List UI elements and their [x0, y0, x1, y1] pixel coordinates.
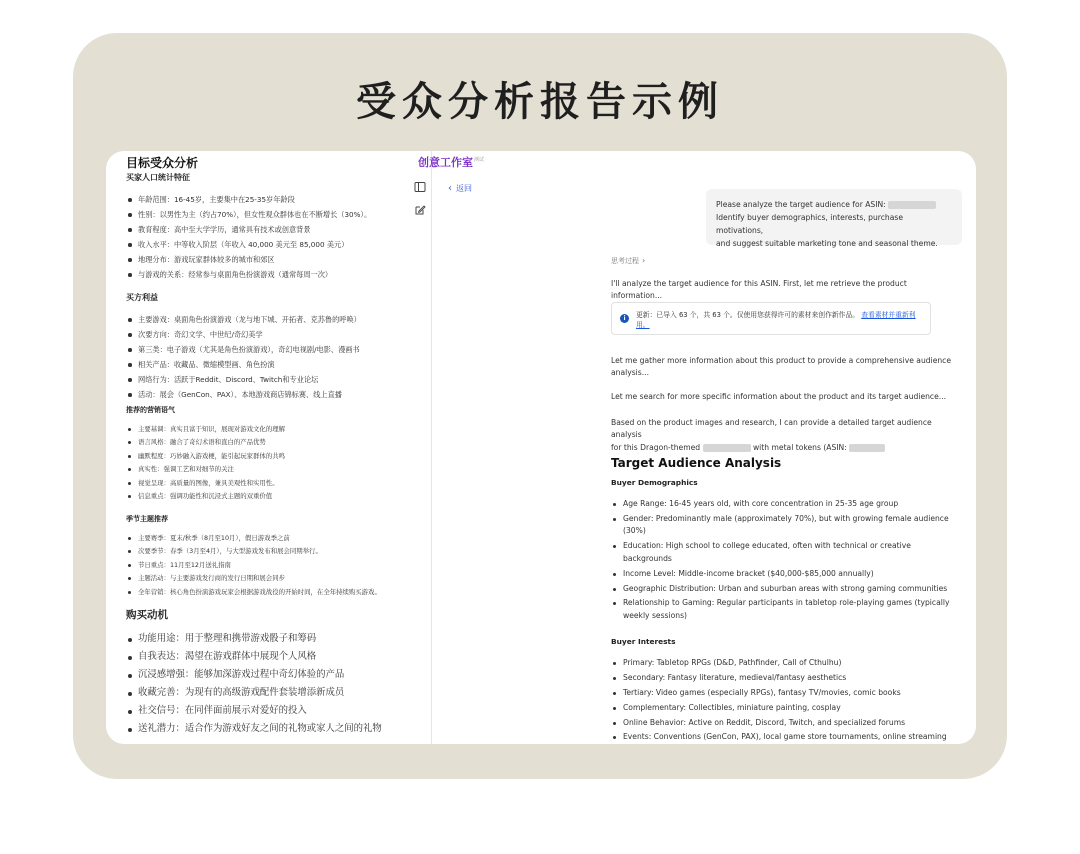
redacted-asin — [849, 444, 885, 452]
list-item: 与游戏的关系：经常参与桌面角色扮演游戏（通常每周一次） — [126, 267, 406, 282]
list-item: 沉浸感增强：能够加深游戏过程中奇幻体验的产品 — [126, 666, 406, 684]
list-item: 相关产品：收藏品、微缩模型画、角色扮演 — [126, 357, 406, 372]
notice-text: 更新：已导入 63 个，共 63 个。仅使用您获得许可的素材来创作新作品。 — [636, 311, 860, 319]
section-heading: 买方利益 — [126, 293, 158, 302]
analysis-heading: Target Audience Analysis — [611, 456, 782, 470]
message-text: with metal tokens (ASIN: — [752, 442, 847, 452]
info-icon: i — [620, 314, 629, 323]
reuse-materials-link[interactable]: 查看素材并重新利用。 — [636, 311, 916, 329]
brand-tag: 测试 — [474, 157, 485, 164]
banner-title: 受众分析报告示例 — [356, 79, 724, 125]
thinking-toggle[interactable] — [611, 256, 645, 266]
list-item: 语言风格：融合了奇幻术语和直白的产品优势 — [126, 436, 406, 449]
redacted-asin — [888, 201, 936, 209]
section-heading: 买家人口统计特征 — [126, 173, 190, 182]
thinking-label: 思考过程 — [611, 257, 639, 265]
list-item: 主要赛季：夏末/秋季（8月至10月），假日游戏季之前 — [126, 532, 406, 545]
section-heading: 季节主题推荐 — [126, 515, 168, 523]
list-item: Age Range: 16-45 years old, with core concentration in 25-35 age group — [611, 498, 951, 511]
list-item: 年龄范围：16-45岁，主要集中在25-35岁年龄段 — [126, 192, 406, 207]
import-notice — [611, 302, 931, 335]
assistant-message: I'll analyze the target audience for this ASIN. First, let me retrieve the product information... — [611, 279, 907, 301]
list-item: 收入水平：中等收入阶层（年收入 40,000 美元至 85,000 美元） — [126, 237, 406, 252]
list-item: 送礼潜力：适合作为游戏好友之间的礼物或家人之间的礼物 — [126, 720, 406, 738]
user-message — [706, 189, 962, 248]
list-item: 性别：以男性为主（约占70%），但女性观众群体也在不断增长（30%）。 — [126, 207, 406, 222]
list-item: Secondary: Fantasy literature, medieval/fantasy aesthetics — [611, 672, 951, 685]
list-item: 自我表达：渴望在游戏群体中展现个人风格 — [126, 648, 406, 666]
list-item: 全年营销：核心角色扮演游戏玩家会根据游戏战役的开始时间，在全年持续购买游戏。 — [126, 586, 406, 599]
edit-icon[interactable] — [414, 204, 426, 216]
section-heading: 推荐的营销语气 — [126, 406, 175, 414]
list-item: 次要方向：奇幻文学、中世纪/奇幻美学 — [126, 327, 406, 342]
tone-list — [126, 423, 406, 503]
assistant-message: Let me gather more information about this product to provide a comprehensive audience analysis... — [611, 356, 952, 378]
list-item: 视觉呈现：高质量的图像，兼具美观性和实用性。 — [126, 477, 406, 490]
list-item: Relationship to Gaming: Regular participants in tabletop role-playing games (typically weekly sessions) — [611, 597, 951, 622]
document-title: 目标受众分析 — [126, 156, 199, 170]
interests-list — [126, 312, 406, 402]
interests-list — [611, 657, 951, 744]
list-item: 幽默程度：巧妙融入游戏梗，能引起玩家群体的共鸣 — [126, 450, 406, 463]
demographics-list — [126, 192, 406, 282]
back-link[interactable] — [448, 183, 472, 194]
redacted-product — [703, 444, 751, 452]
list-item: 第三类：电子游戏（尤其是角色扮演游戏），奇幻电视剧/电影、漫画书 — [126, 342, 406, 357]
list-item: Online Behavior: Active on Reddit, Discord, Twitch, and specialized forums — [611, 717, 951, 730]
list-item: 主要基调：真实且富于知识，展现对游戏文化的理解 — [126, 423, 406, 436]
assistant-message — [611, 417, 956, 454]
list-item: 功能用途：用于整理和携带游戏骰子和筹码 — [126, 630, 406, 648]
assistant-message: Let me search for more specific information about the product and its target audience... — [611, 392, 947, 401]
list-item: Complementary: Collectibles, miniature painting, cosplay — [611, 702, 951, 715]
message-text: Based on the product images and research, I can provide a detailed target audience analysis — [611, 418, 932, 440]
demographics-heading: Buyer Demographics — [611, 478, 698, 487]
list-item: 地理分布：游戏玩家群体较多的城市和郊区 — [126, 252, 406, 267]
chevron-right-icon: › — [642, 256, 646, 265]
user-message-line: Identify buyer demographics, interests, purchase motivations, — [716, 213, 904, 235]
user-message-line: and suggest suitable marketing tone and seasonal theme. — [716, 239, 938, 248]
list-item: 真实性：强调工艺和对细节的关注 — [126, 463, 406, 476]
list-item: Primary: Tabletop RPGs (D&D, Pathfinder, Call of Cthulhu) — [611, 657, 951, 670]
list-item: 社交信号：在同伴面前展示对爱好的投入 — [126, 702, 406, 720]
list-item: 收藏完善：为现有的高级游戏配件套装增添新成员 — [126, 684, 406, 702]
list-item: 网络行为：活跃于Reddit、Discord、Twitch和专业论坛 — [126, 372, 406, 387]
list-item: 次要季节：春季（3月至4月），与大型游戏发布和展会同期举行。 — [126, 545, 406, 558]
message-text: for this Dragon-themed — [611, 442, 701, 452]
list-item: Income Level: Middle-income bracket ($40,000-$85,000 annually) — [611, 568, 951, 581]
toolbar-column — [408, 151, 432, 744]
list-item: 活动：展会（GenCon、PAX）、本地游戏商店锦标赛、线上直播 — [126, 387, 406, 402]
list-item: Education: High school to college educated, often with technical or creative backgrounds — [611, 540, 951, 565]
sidebar-toggle-icon[interactable] — [414, 181, 426, 193]
list-item: 信息重点：强调功能性和沉浸式主题的双重价值 — [126, 490, 406, 503]
analysis-document — [106, 151, 406, 744]
chat-panel — [418, 151, 976, 744]
back-label: 返回 — [456, 184, 472, 193]
brand-name: 创意工作室 — [418, 156, 473, 169]
chevron-left-icon: ‹ — [448, 183, 452, 194]
list-item: Gender: Predominantly male (approximately 70%), but with growing female audience (30%) — [611, 513, 951, 538]
user-message-line: Please analyze the target audience for ASIN: — [716, 200, 886, 209]
list-item: 主题活动：与主要游戏发行商的发行日期和展会同步 — [126, 572, 406, 585]
list-item: 教育程度：高中至大学学历，通常具有技术或创意背景 — [126, 222, 406, 237]
section-heading: 购买动机 — [126, 609, 168, 621]
list-item: Geographic Distribution: Urban and suburban areas with strong gaming communities — [611, 583, 951, 596]
interests-heading: Buyer Interests — [611, 637, 676, 646]
seasonal-list — [126, 532, 406, 599]
brand-title — [418, 154, 484, 170]
list-item: 主要游戏：桌面角色扮演游戏（龙与地下城、开拓者、克苏鲁的呼唤） — [126, 312, 406, 327]
motivation-list — [126, 630, 406, 738]
screenshot-card — [106, 151, 976, 744]
list-item: Tertiary: Video games (especially RPGs), fantasy TV/movies, comic books — [611, 687, 951, 700]
list-item: 节日重点：11月至12月送礼指南 — [126, 559, 406, 572]
demographics-list — [611, 498, 951, 625]
list-item: Events: Conventions (GenCon, PAX), local game store tournaments, online streaming — [611, 731, 951, 744]
